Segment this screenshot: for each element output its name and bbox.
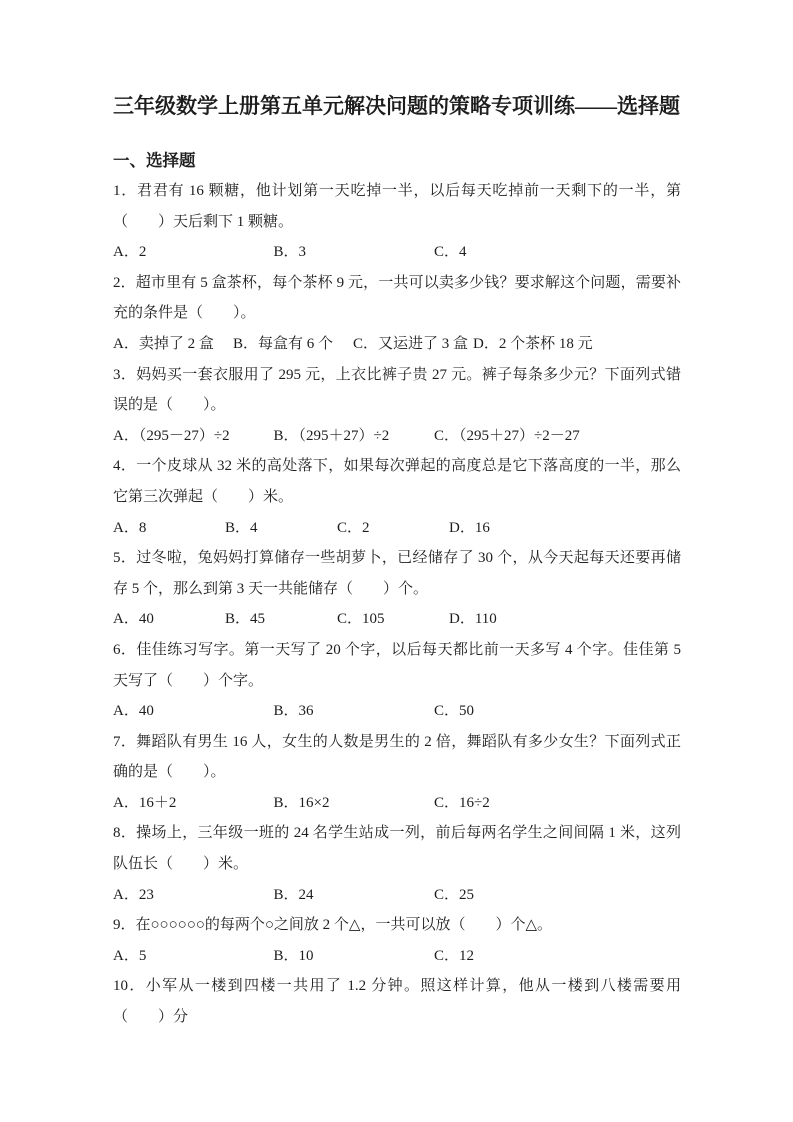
question-list (113, 176, 681, 1033)
document-body (113, 146, 681, 1033)
question-text: 5．过冬啦，兔妈妈打算储存一些胡萝卜，已经储存了 30 个，从今天起每天还要再储存 5 个，那么到第 3 天一共能储存（ ）个。 (113, 550, 681, 597)
option-label: C．16÷2 (434, 794, 490, 811)
question-text: 6．佳佳练习写字。第一天写了 20 个字，以后每天都比前一天多写 4 个字。佳佳第 5 天写了（ ）个字。 (113, 641, 681, 689)
question-text: 2．超市里有 5 盒茶杯，每个茶杯 9 元，一共可以卖多少钱？要求解这个问题，需要补充的条件是（ ）。 (113, 274, 681, 322)
option-row (113, 513, 681, 544)
option-label: C．50 (434, 703, 475, 720)
option-row (113, 880, 681, 911)
question-text: 3．妈妈买一套衣服用了 295 元，上衣比裤子贵 27 元。裤子每条多少元？下面列式错误的是（ ）。 (113, 366, 681, 414)
option-label: C．（295＋27）÷2－27 (434, 427, 580, 444)
option-label: A．卖掉了 2 盒 (113, 335, 214, 352)
option-label: C．105 (337, 611, 385, 628)
option-label: A．40 (113, 703, 154, 720)
section-heading: 一、选择题 (113, 151, 196, 170)
option-row (113, 788, 681, 819)
option-label: D．110 (449, 611, 497, 628)
question-text: 7．舞蹈队有男生 16 人，女生的人数是男生的 2 倍，舞蹈队有多少女生？下面列式正确的是（ ）。 (113, 733, 681, 781)
question-text: 10．小军从一楼到四楼一共用了 1.2 分钟。照这样计算，他从一楼到八楼需要用（ ）分 (113, 978, 681, 1026)
option-label: C．又运进了 3 盒 (353, 335, 469, 352)
document-title: 三年级数学上册第五单元解决问题的策略专项训练——选择题 (113, 94, 680, 118)
option-label: A．8 (113, 519, 147, 536)
option-label: B．36 (273, 703, 314, 720)
option-label: C．12 (434, 947, 475, 964)
option-label: B．45 (225, 611, 266, 628)
option-label: A．（295－27）÷2 (113, 427, 230, 444)
question-text: 1．君君有 16 颗糖，他计划第一天吃掉一半，以后每天吃掉前一天剩下的一半，第（ ）天后剩下 1 颗糖。 (113, 183, 681, 230)
option-label: A．23 (113, 886, 154, 903)
option-row (113, 237, 681, 268)
option-label: B．4 (225, 519, 258, 536)
option-row (113, 941, 681, 972)
option-label: B．每盒有 6 个 (233, 335, 334, 352)
question-text: 4．一个皮球从 32 米的高处落下，如果每次弹起的高度总是它下落高度的一半，那么它第三次弹起（ ）米。 (113, 458, 681, 505)
option-label: B．（295＋27）÷2 (273, 427, 390, 444)
option-label: A．40 (113, 611, 154, 628)
question-text: 8．操场上，三年级一班的 24 名学生站成一列，前后每两名学生之间间隔 1 米，这列队伍长（ ）米。 (113, 825, 681, 873)
option-label: C．2 (337, 519, 370, 536)
option-label: D．2 个茶杯 18 元 (473, 335, 593, 352)
option-label: B．10 (273, 947, 314, 964)
option-label: B．3 (273, 244, 307, 261)
option-label: D．16 (449, 519, 490, 536)
option-label: B．24 (273, 886, 314, 903)
option-row (113, 604, 681, 635)
option-label: C．4 (434, 244, 467, 261)
option-row (113, 421, 681, 452)
option-label: A．16＋2 (113, 794, 177, 811)
option-label: C．25 (434, 886, 475, 903)
option-label: A．5 (113, 947, 147, 964)
option-label: A．2 (113, 244, 147, 261)
option-label: B．16×2 (273, 794, 330, 811)
option-row (113, 329, 681, 360)
question-text: 9．在○○○○○○的每两个○之间放 2 个△，一共可以放（ ）个△。 (113, 917, 552, 934)
option-row (113, 696, 681, 727)
